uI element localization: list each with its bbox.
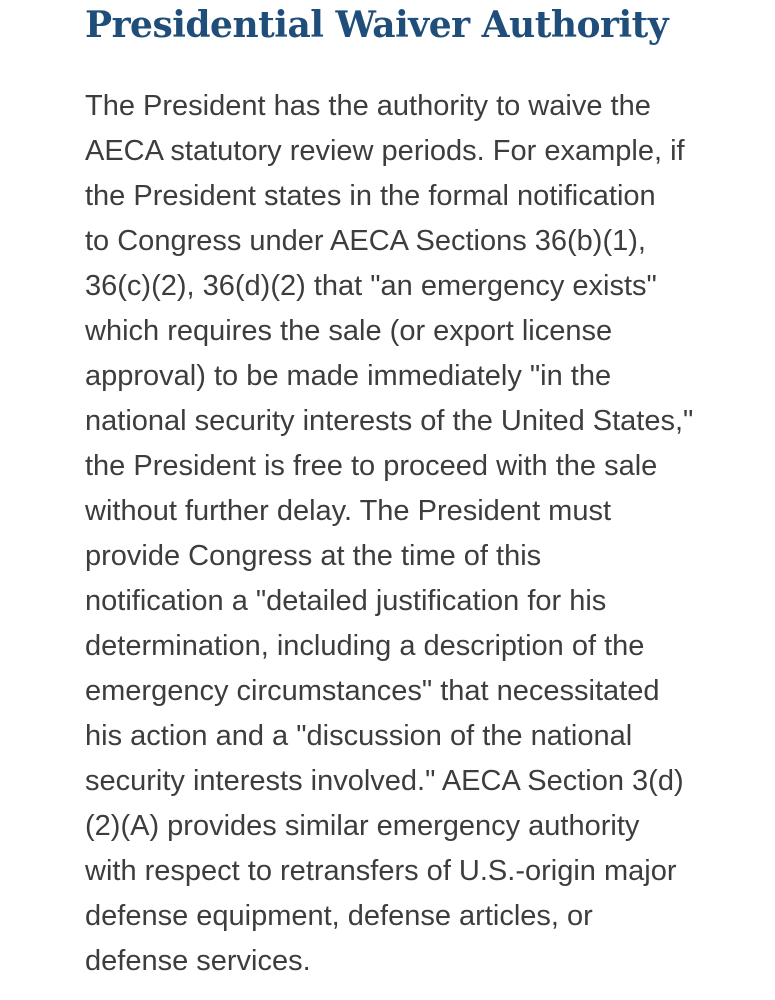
text-line: to Congress under AECA Sections 36(b)(1), bbox=[85, 225, 646, 257]
text-line: (2)(A) provides similar emergency authority bbox=[85, 810, 640, 842]
text-line: the President states in the formal notification bbox=[85, 180, 656, 212]
text-line: determination, including a description of the bbox=[85, 630, 645, 662]
text-line: which requires the sale (or export license bbox=[85, 315, 613, 347]
text-line: national security interests of the United States," bbox=[85, 405, 694, 437]
page-title: Presidential Waiver Authority bbox=[85, 4, 669, 46]
text-line: defense services. bbox=[85, 945, 311, 977]
text-line: 36(c)(2), 36(d)(2) that "an emergency exists" bbox=[85, 270, 657, 302]
text-line: AECA statutory review periods. For example, if bbox=[85, 135, 685, 167]
text-line: defense equipment, defense articles, or bbox=[85, 900, 593, 932]
text-line: without further delay. The President must bbox=[85, 495, 612, 527]
text-line: with respect to retransfers of U.S.-origin major bbox=[85, 855, 677, 887]
text-line: his action and a "discussion of the national bbox=[85, 720, 633, 752]
text-line: security interests involved." AECA Section 3(d) bbox=[85, 765, 684, 797]
body-paragraph bbox=[85, 84, 735, 984]
text-line: notification a "detailed justification for his bbox=[85, 585, 607, 617]
text-line: the President is free to proceed with the sale bbox=[85, 450, 658, 482]
text-line: provide Congress at the time of this bbox=[85, 540, 542, 572]
text-line: emergency circumstances" that necessitated bbox=[85, 675, 660, 707]
text-line: The President has the authority to waive the bbox=[85, 90, 651, 122]
text-line: approval) to be made immediately "in the bbox=[85, 360, 612, 392]
